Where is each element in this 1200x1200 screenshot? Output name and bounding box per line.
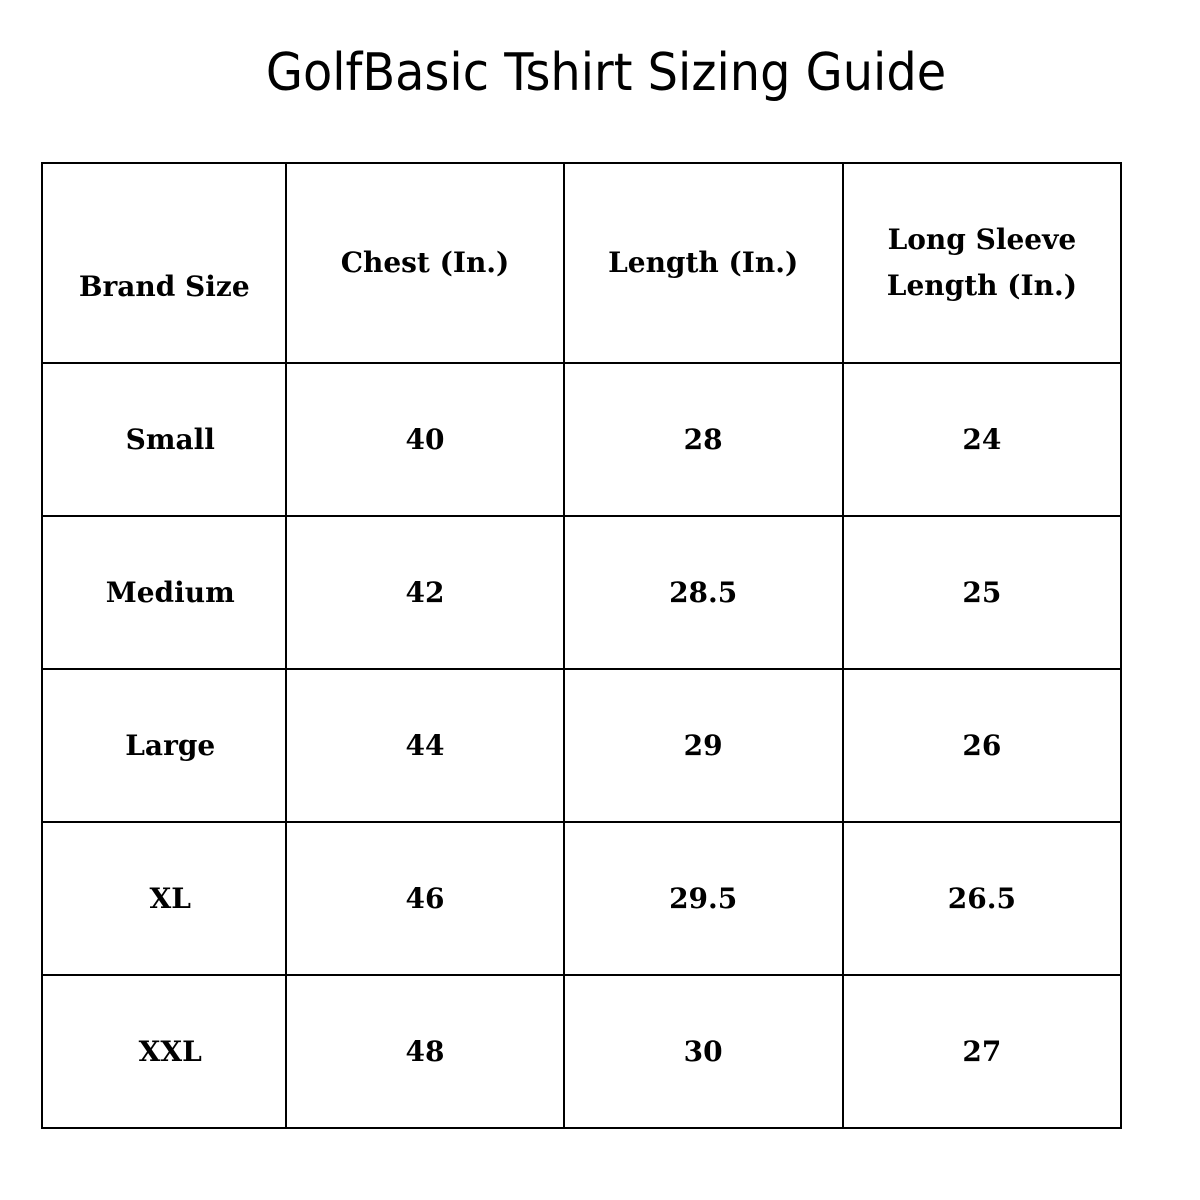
cell-value: 24	[962, 423, 1002, 456]
cell-value: 25	[962, 576, 1002, 609]
table-row	[42, 975, 1121, 1128]
cell-brand-size	[42, 516, 286, 669]
cell-brand-size	[42, 669, 286, 822]
cell-chest	[286, 975, 563, 1128]
header-brand-size	[42, 163, 286, 363]
cell-length	[564, 975, 843, 1128]
cell-value: 26.5	[947, 882, 1016, 915]
cell-length	[564, 822, 843, 975]
cell-value: XL	[149, 882, 191, 915]
sizing-table	[41, 162, 1122, 1129]
cell-value: Large	[125, 729, 216, 762]
cell-value: 26	[962, 729, 1002, 762]
table-row	[42, 363, 1121, 516]
cell-value: 44	[405, 729, 445, 762]
cell-chest	[286, 822, 563, 975]
header-label-line-2: Length (In.)	[886, 269, 1077, 302]
cell-value: 46	[405, 882, 445, 915]
cell-brand-size	[42, 363, 286, 516]
table-header-row	[42, 163, 1121, 363]
cell-length	[564, 669, 843, 822]
header-chest	[286, 163, 563, 363]
header-length	[564, 163, 843, 363]
cell-value: Small	[125, 423, 215, 456]
cell-value: 29.5	[669, 882, 738, 915]
header-label: Chest (In.)	[340, 246, 510, 279]
cell-value: 28	[683, 423, 723, 456]
cell-chest	[286, 669, 563, 822]
table-row	[42, 669, 1121, 822]
cell-value: 28.5	[669, 576, 738, 609]
cell-brand-size	[42, 822, 286, 975]
cell-long-sleeve-length	[843, 516, 1121, 669]
cell-value: XXL	[138, 1035, 202, 1068]
cell-long-sleeve-length	[843, 669, 1121, 822]
cell-chest	[286, 363, 563, 516]
cell-value: 30	[683, 1035, 723, 1068]
cell-value: 42	[405, 576, 445, 609]
cell-long-sleeve-length	[843, 363, 1121, 516]
cell-value: 29	[683, 729, 723, 762]
cell-value: 27	[962, 1035, 1002, 1068]
cell-value: Medium	[105, 576, 235, 609]
header-long-sleeve-length	[843, 163, 1121, 363]
cell-chest	[286, 516, 563, 669]
cell-value: 40	[405, 423, 445, 456]
header-label-line-1: Long Sleeve	[887, 223, 1077, 256]
cell-brand-size	[42, 975, 286, 1128]
cell-long-sleeve-length	[843, 975, 1121, 1128]
cell-value: 48	[405, 1035, 445, 1068]
header-label: Length (In.)	[608, 246, 799, 279]
table-row	[42, 822, 1121, 975]
cell-length	[564, 363, 843, 516]
cell-length	[564, 516, 843, 669]
header-label: Brand Size	[78, 270, 250, 303]
table-row	[42, 516, 1121, 669]
page-title: GolfBasic Tshirt Sizing Guide	[265, 43, 947, 103]
cell-long-sleeve-length	[843, 822, 1121, 975]
